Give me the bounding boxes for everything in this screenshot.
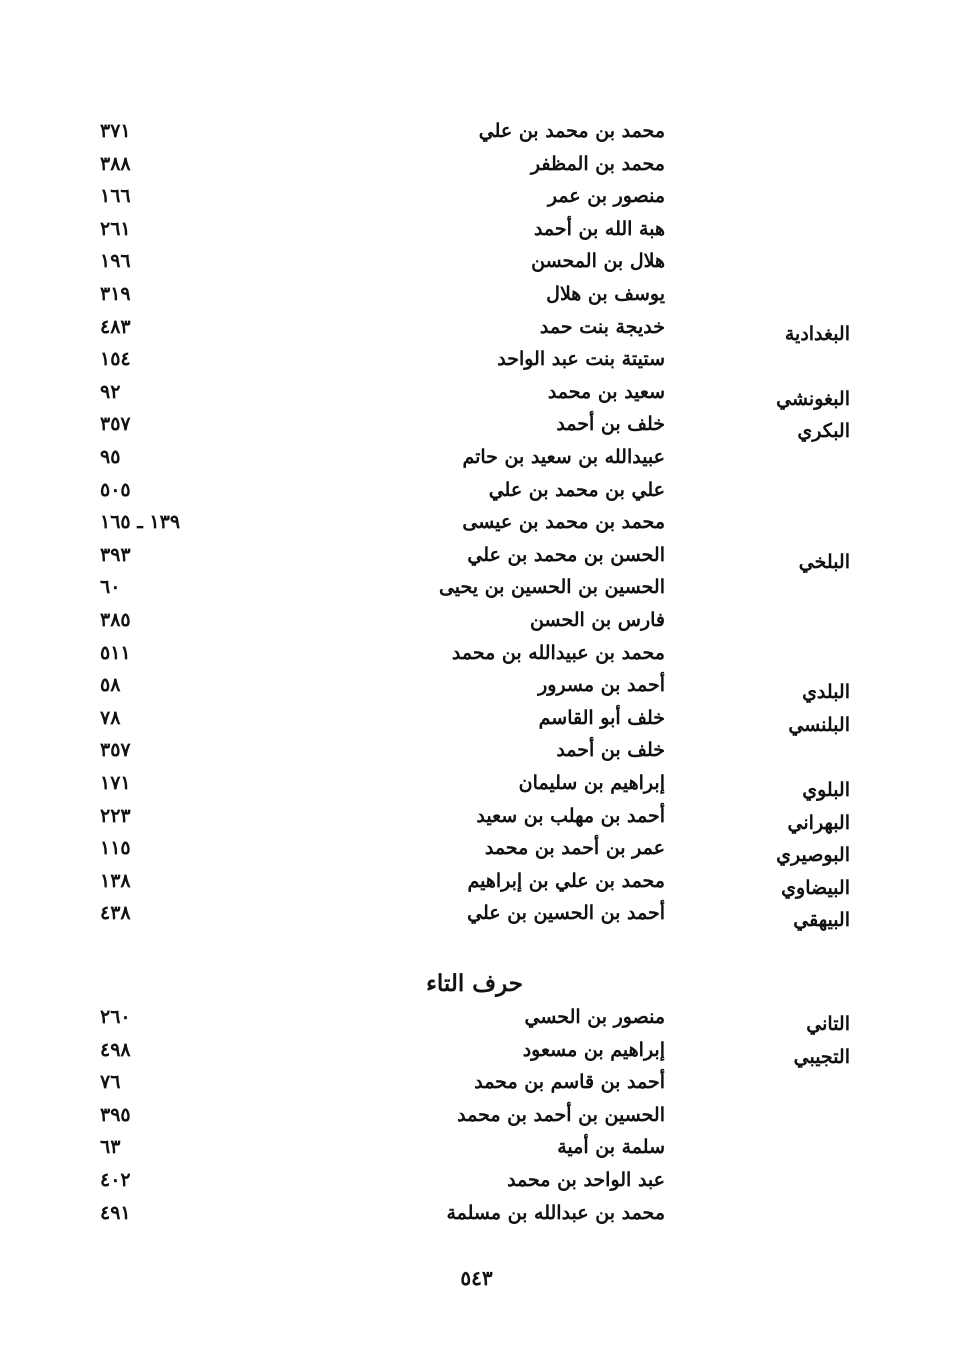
index-entry (0, 1071, 953, 1104)
index-entry (0, 511, 953, 544)
entry-nisba: البيهقي (793, 909, 850, 932)
entry-nisba: البلوي (802, 779, 850, 801)
index-entry (0, 674, 953, 707)
entry-page-ref: ١٣٨ (100, 869, 131, 892)
entry-page-ref: ١٣٩ ـ ١٦٥ (100, 511, 181, 534)
entry-name: منصور بن الحسي (524, 1006, 665, 1028)
entry-page-ref: ٤٩١ (100, 1201, 131, 1224)
entry-page-ref: ٤٠٢ (100, 1169, 131, 1191)
entry-name: عمر بن أحمد بن محمد (484, 837, 665, 860)
entry-nisba: البهراني (787, 811, 850, 834)
entry-page-ref: ٣٩٣ (100, 543, 131, 566)
index-entry (0, 1136, 953, 1169)
index-entry (0, 1039, 953, 1072)
entry-name: خلف بن أحمد (556, 739, 665, 762)
entry-name: الحسين بن أحمد بن محمد (457, 1103, 665, 1126)
entry-page-ref: ٧٦ (100, 1071, 121, 1094)
index-entry (0, 479, 953, 512)
entry-nisba: البلدي (802, 681, 850, 704)
index-entry (0, 805, 953, 838)
index-entry (0, 185, 953, 218)
index-entry (0, 870, 953, 903)
index-entry (0, 609, 953, 642)
entry-nisba: البغونشي (776, 387, 850, 410)
entry-name: سلمة بن أمية (557, 1136, 665, 1159)
entry-name: هبة الله بن أحمد (533, 217, 665, 240)
index-entry (0, 218, 953, 251)
entry-name: أحمد بن مهلب بن سعيد (476, 804, 665, 827)
entry-page-ref: ٦٠ (100, 576, 121, 599)
entry-page-ref: ١٦٦ (100, 185, 131, 208)
entry-nisba: البكري (797, 420, 850, 443)
entry-nisba: البلنسي (788, 713, 850, 736)
entry-name: أحمد بن الحسين بن علي (467, 902, 665, 925)
index-entry (0, 153, 953, 186)
entry-name: علي بن محمد بن علي (488, 478, 665, 501)
entry-page-ref: ٥٠٥ (100, 478, 131, 501)
entry-page-ref: ٤٣٨ (100, 902, 131, 925)
entry-name: هلال بن المحسن (531, 250, 665, 273)
entry-name: منصور بن عمر (547, 185, 665, 208)
entry-name: الحسن بن محمد بن علي (467, 543, 665, 566)
entry-page-ref: ٣١٩ (100, 283, 131, 305)
entry-name: عبيدالله بن سعيد بن حاتم (462, 446, 665, 468)
entry-name: سعيد بن محمد (547, 380, 665, 403)
index-entry (0, 837, 953, 870)
index-entry (0, 1202, 953, 1235)
entry-page-ref: ٩٥ (100, 446, 121, 468)
index-entry (0, 348, 953, 381)
index-entry (0, 1169, 953, 1202)
entry-page-ref: ٤٨٣ (100, 315, 131, 338)
entry-name: محمد بن علي بن إبراهيم (467, 869, 665, 892)
entry-nisba: البيضاوي (781, 876, 850, 899)
index-entry (0, 902, 953, 935)
entry-page-ref: ٥١١ (100, 641, 131, 664)
entry-name: أحمد بن قاسم بن محمد (474, 1071, 665, 1094)
entry-name: خلف أبو القاسم (538, 706, 665, 729)
entry-nisba: البوصيري (776, 844, 850, 867)
entry-name: إبراهيم بن مسعود (522, 1038, 665, 1061)
entry-page-ref: ٥٨ (100, 674, 121, 697)
section-heading-text: حرف التاء (426, 970, 523, 997)
entry-name: محمد بن محمد بن علي (478, 120, 665, 142)
entry-page-ref: ١٥٤ (100, 348, 131, 371)
index-entry (0, 413, 953, 446)
index-entry (0, 772, 953, 805)
index-entry (0, 316, 953, 349)
index-entry (0, 544, 953, 577)
entry-page-ref: ٦٣ (100, 1136, 121, 1159)
entry-page-ref: ١٧١ (100, 772, 131, 794)
index-entry (0, 642, 953, 675)
entry-page-ref: ٣٨٨ (100, 152, 131, 175)
index-entry (0, 739, 953, 772)
entry-page-ref: ٣٥٧ (100, 413, 131, 436)
entry-nisba: البلخي (798, 550, 850, 573)
entry-name: خديجة بنت حمد (539, 315, 665, 338)
entry-name: فارس بن الحسن (530, 609, 665, 631)
entry-name: الحسين بن الحسين بن يحيى (438, 576, 665, 599)
entry-nisba: البغدادية (784, 322, 850, 345)
entry-page-ref: ١١٥ (100, 837, 131, 860)
entry-page-ref: ٣٥٧ (100, 739, 131, 762)
entry-name: محمد بن عبدالله بن مسلمة (446, 1201, 665, 1224)
index-entry (0, 250, 953, 283)
entry-page-ref: ٢٢٣ (100, 804, 131, 827)
entry-page-ref: ٣٧١ (100, 120, 131, 142)
entry-name: عبد الواحد بن محمد (507, 1169, 665, 1191)
entry-page-ref: ٤٩٨ (100, 1038, 131, 1061)
entry-page-ref: ٣٨٥ (100, 609, 131, 631)
entry-nisba: التجيبي (793, 1045, 850, 1068)
index-entry (0, 576, 953, 609)
entry-page-ref: ١٩٦ (100, 250, 131, 273)
index-entry (0, 707, 953, 740)
entry-page-ref: ٩٢ (100, 380, 121, 403)
page-number: ٥٤٣ (460, 1266, 493, 1290)
index-entry (0, 283, 953, 316)
index-entry (0, 1006, 953, 1039)
entry-name: محمد بن عبيدالله بن محمد (451, 641, 665, 664)
entry-page-ref: ٢٦١ (100, 217, 131, 240)
entry-name: خلف بن أحمد (556, 413, 665, 436)
entry-name: محمد بن المظفر (530, 152, 665, 175)
entry-name: أحمد بن مسرور (538, 674, 665, 697)
entry-page-ref: ٢٦٠ (100, 1006, 131, 1028)
entry-page-ref: ٣٩٥ (100, 1103, 131, 1126)
index-entry (0, 381, 953, 414)
index-entry (0, 120, 953, 153)
entry-name: إبراهيم بن سليمان (518, 772, 665, 794)
entry-name: محمد بن محمد بن عيسى (462, 511, 665, 534)
entry-page-ref: ٧٨ (100, 706, 121, 729)
index-entry (0, 1104, 953, 1137)
entry-name: يوسف بن هلال (546, 283, 665, 305)
entry-nisba: التاني (806, 1013, 850, 1035)
entry-name: ستيتة بنت عبد الواحد (497, 348, 665, 371)
index-entry (0, 446, 953, 479)
